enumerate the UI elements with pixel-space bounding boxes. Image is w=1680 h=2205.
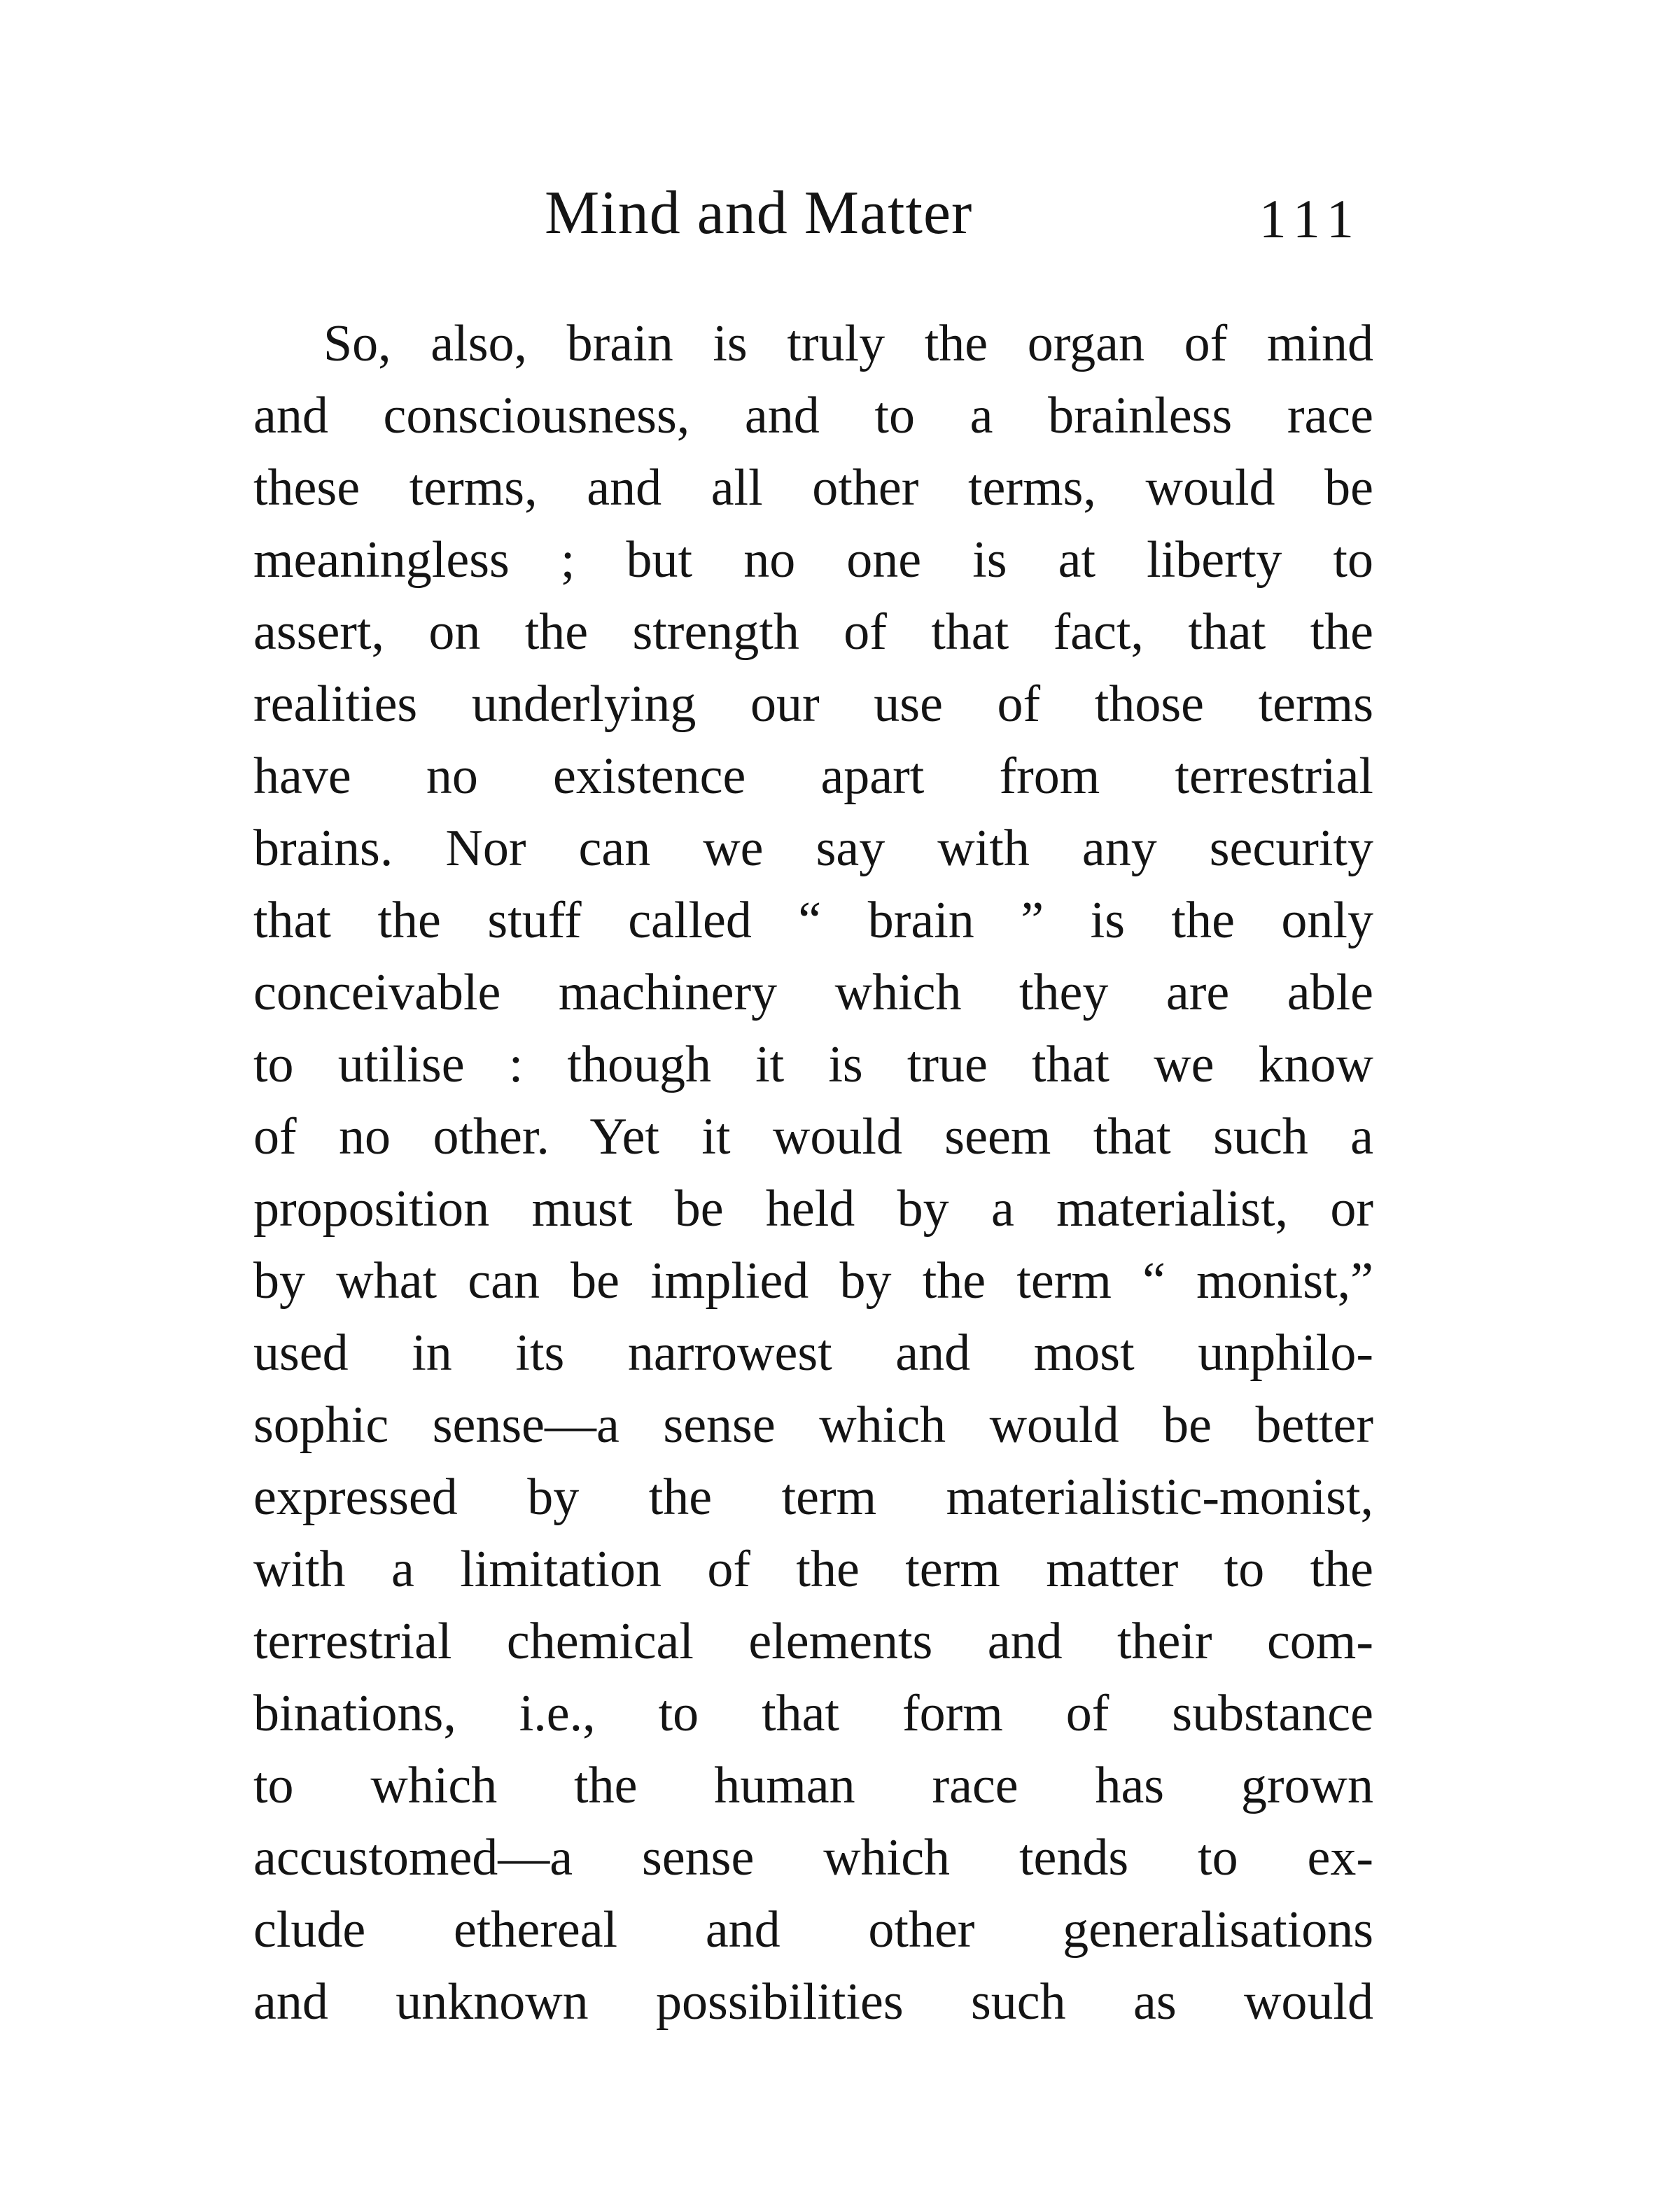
running-title: Mind and Matter xyxy=(545,179,973,247)
text-line: with a limitation of the term matter to the xyxy=(253,1541,1373,1598)
text-line: terrestrial chemical elements and their com- xyxy=(253,1613,1373,1670)
text-line: accustomed—a sense which tends to ex- xyxy=(253,1829,1373,1886)
text-line: have no existence apart from terrestrial xyxy=(253,748,1373,805)
text-line: sophic sense—a sense which would be better xyxy=(253,1396,1373,1454)
body-text xyxy=(253,308,1373,2038)
text-line: meaningless ; but no one is at liberty to xyxy=(253,531,1373,589)
text-line: binations, i.e., to that form of substance xyxy=(253,1685,1373,1742)
text-line: by what can be implied by the term “ monist,” xyxy=(253,1252,1373,1310)
text-line: used in its narrowest and most unphilo- xyxy=(253,1324,1373,1382)
text-line: expressed by the term materialistic-monist, xyxy=(253,1469,1373,1526)
text-line: and consciousness, and to a brainless race xyxy=(253,387,1373,444)
text-line: of no other. Yet it would seem that such a xyxy=(253,1108,1373,1166)
text-line: proposition must be held by a materialist, or xyxy=(253,1180,1373,1238)
text-line: realities underlying our use of those terms xyxy=(253,676,1373,733)
running-head xyxy=(252,178,1372,248)
text-line: So, also, brain is truly the organ of mind xyxy=(323,315,1373,372)
text-line: brains. Nor can we say with any security xyxy=(253,820,1373,877)
text-line: to which the human race has grown xyxy=(253,1757,1373,1814)
text-line: conceivable machinery which they are able xyxy=(253,964,1373,1021)
text-line: to utilise : though it is true that we know xyxy=(253,1036,1373,1093)
text-line: clude ethereal and other generalisations xyxy=(253,1901,1373,1959)
text-line: these terms, and all other terms, would be xyxy=(253,459,1373,517)
text-line: assert, on the strength of that fact, that the xyxy=(253,603,1373,661)
text-line: that the stuff called “ brain ” is the only xyxy=(253,892,1373,949)
page-number: 111 xyxy=(1259,188,1362,249)
text-line: and unknown possibilities such as would xyxy=(253,1973,1373,2031)
